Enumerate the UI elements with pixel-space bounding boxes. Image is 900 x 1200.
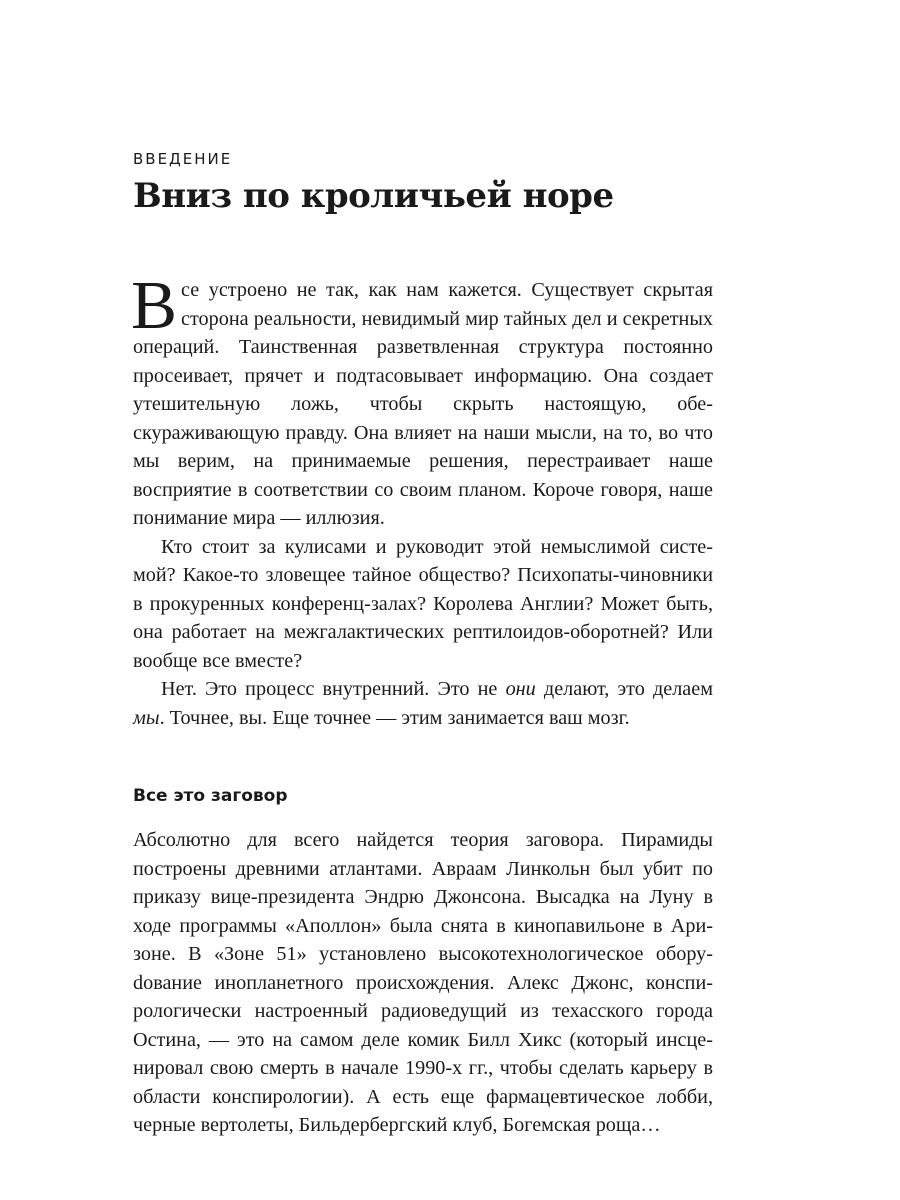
section-heading: Все это заговор (133, 786, 288, 806)
intro-paragraph-1 (131, 267, 713, 533)
section-text (133, 826, 713, 1140)
intro-paragraph-1-text: се устроено не так, как нам кажется. Существует скрытая сторона реальности, невидимый мир тайных дел и секретных операций. Таинственная разветвленная структура постоянно просеивает, прячет и подтасовывает информацию. Она создает утешительную ложь, чтобы скрыть настоящую, обескураживающую правду. Она влияет на наши мысли, на то, во что мы верим, на принимаемые решения, перестраивает наше восприятие в соответствии со своим планом. Короче говоря, наше понимание мира — иллюзия. (133, 279, 713, 529)
intro-paragraph-2: Кто стоит за кулисами и руководит этой немыслимой системой? Какое-то зловещее тайное общество? Психопаты-чиновники в прокуренных конференц-залах? Королева Англии? Может быть, она работает на межгалактических рептилоидов-оборотней? Или вообще все вместе? (133, 535, 713, 672)
intro-paragraph-3-emphasis-1: они (505, 678, 536, 700)
chapter-kicker: ВВЕДЕНИЕ (133, 150, 233, 168)
intro-paragraph-3 (133, 675, 713, 732)
intro-paragraph-3-part-b: делают, это делаем (535, 678, 713, 700)
intro-paragraph-3-emphasis-2: мы (133, 706, 160, 729)
book-page (133, 140, 713, 1140)
chapter-title: Вниз по кроличьей норе (133, 176, 614, 216)
drop-cap: В (131, 267, 178, 343)
intro-text (131, 267, 713, 732)
intro-paragraph-3-part-c: . Точнее, вы. Еще точнее — этим занимается ваш мозг. (159, 706, 630, 729)
section-paragraph-1: Абсолютно для всего найдется теория заговора. Пирамиды построены древними атлантами. Авраам Линкольн был убит по приказу вице-президента Эндрю Джонсона. Высадка на Луну в ходе программы «Аполлон» была снята в кинопавильоне в Аризоне. В «Зоне 51» установлено высокотехнологическое оборуdование инопланетного происхождения. Алекс Джонс, конспирологически настроенный радиоведущий из техасского города Остина, — это на самом деле комик Билл Хикс (который инсценировал свою смерть в начале 1990-х гг., чтобы сделать карьеру в области конспирологии). А есть еще фармацевтическое лобби, черные вертолеты, Бильдербергский клуб, Богемская роща… (133, 829, 713, 1136)
intro-paragraph-3-part-a: Нет. Это процесс внутренний. Это не (161, 678, 506, 700)
